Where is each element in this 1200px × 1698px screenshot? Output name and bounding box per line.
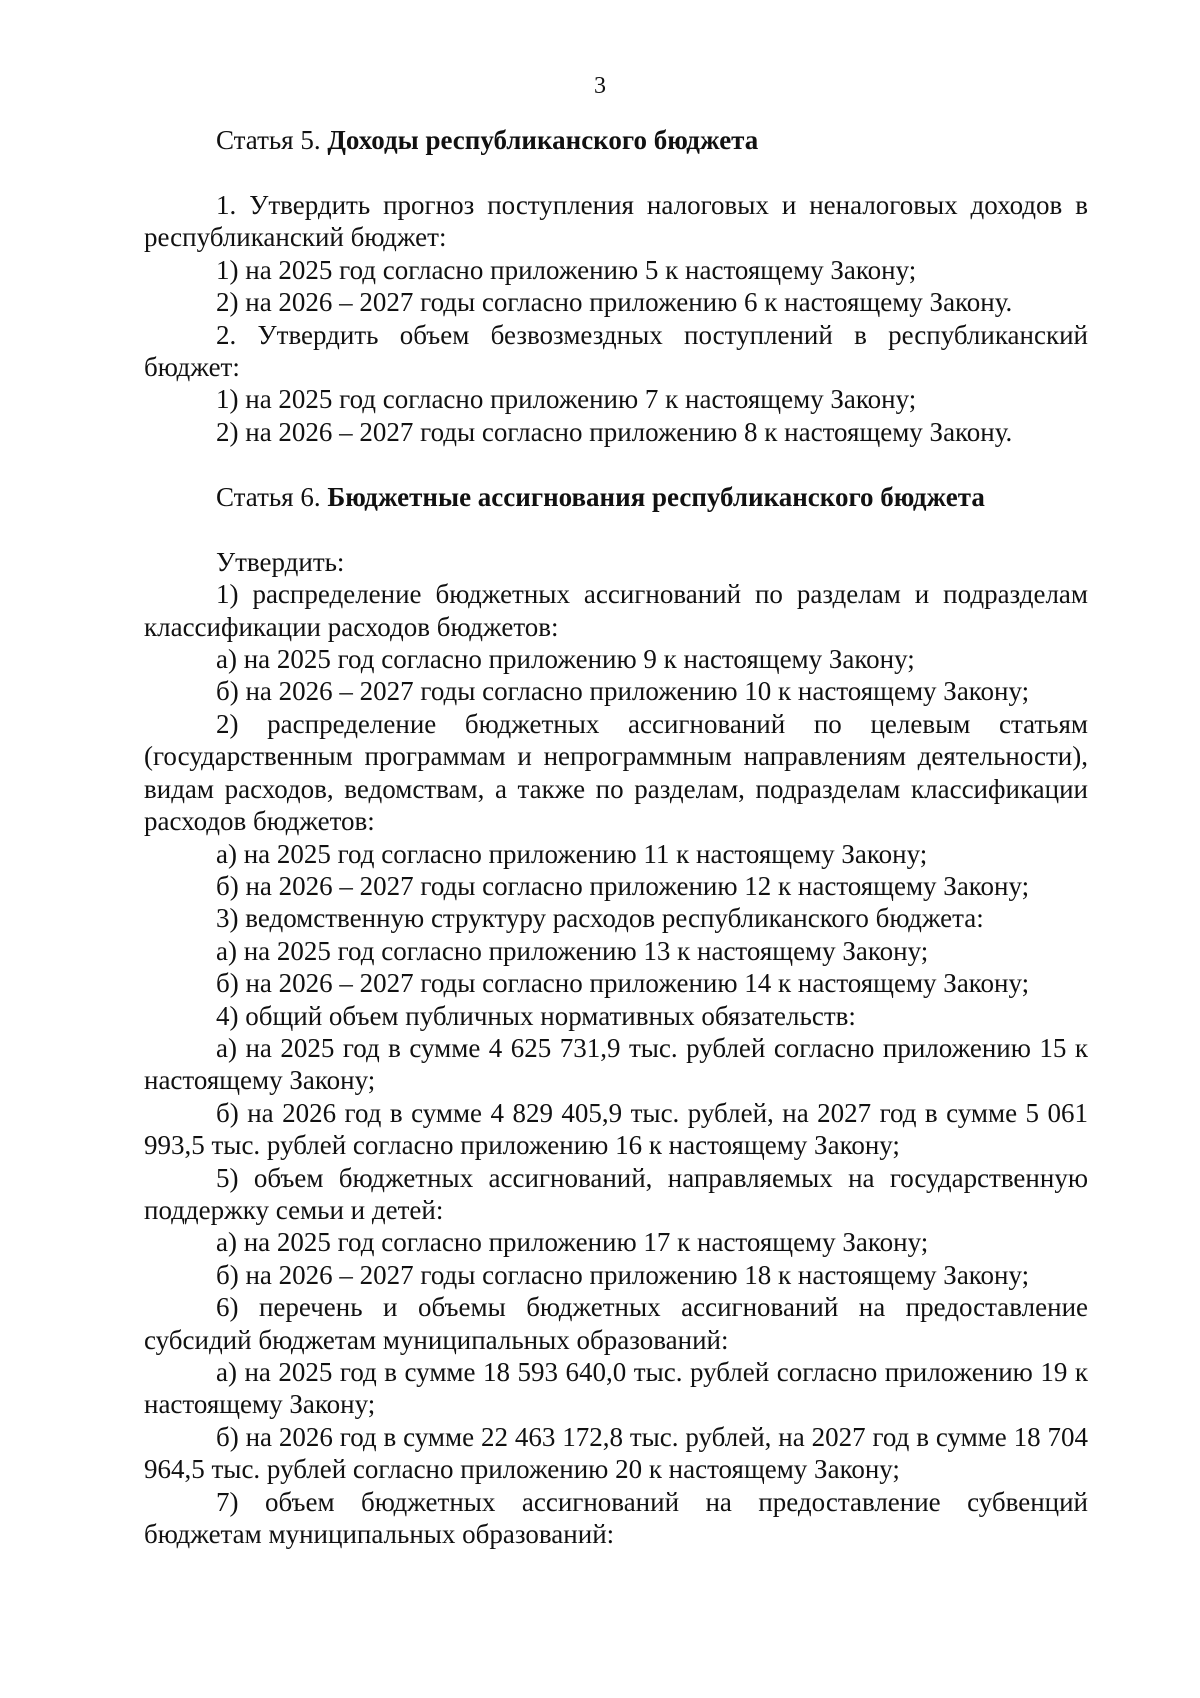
article-5-title: Доходы республиканского бюджета — [327, 125, 759, 155]
article-6-body — [144, 546, 1088, 1551]
paragraph: б) на 2026 год в сумме 4 829 405,9 тыс. рублей, на 2027 год в сумме 5 061 993,5 тыс. рублей согласно приложению 16 к настоящему Закону; — [144, 1097, 1088, 1161]
paragraph: 3) ведомственную структуру расходов республиканского бюджета: — [216, 903, 984, 934]
spacer — [144, 448, 1088, 481]
paragraph: а) на 2025 год согласно приложению 11 к настоящему Закону; — [216, 838, 928, 869]
paragraph: б) на 2026 – 2027 годы согласно приложению 12 к настоящему Закону; — [216, 870, 1030, 901]
article-6-heading — [144, 481, 1088, 513]
paragraph: 7) объем бюджетных ассигнований на предоставление субвенций бюджетам муниципальных образований: — [144, 1486, 1088, 1550]
article-6-title: Бюджетные ассигнования республиканского бюджета — [327, 481, 985, 512]
paragraph: 6) перечень и объемы бюджетных ассигнований на предоставление субсидий бюджетам муниципальных образований: — [144, 1292, 1088, 1355]
article-6-prefix: Статья 6. — [216, 481, 321, 512]
spacer — [144, 156, 1088, 189]
paragraph: Утвердить: — [216, 546, 345, 577]
paragraph: а) на 2025 год в сумме 4 625 731,9 тыс. рублей согласно приложению 15 к настоящему Закону; — [144, 1032, 1088, 1096]
paragraph: 2) на 2026 – 2027 годы согласно приложению 6 к настоящему Закону. — [216, 287, 1013, 318]
paragraph: б) на 2026 год в сумме 22 463 172,8 тыс. рублей, на 2027 год в сумме 18 704 964,5 тыс. рублей согласно приложению 20 к настоящему Закону; — [144, 1421, 1088, 1485]
paragraph: 2. Утвердить объем безвозмездных поступлений в республиканский бюджет: — [144, 319, 1088, 383]
paragraph: б) на 2026 – 2027 годы согласно приложению 18 к настоящему Закону; — [216, 1259, 1030, 1290]
paragraph: 1. Утвердить прогноз поступления налоговых и неналоговых доходов в республиканский бюджет: — [144, 190, 1088, 253]
paragraph: 1) на 2025 год согласно приложению 7 к настоящему Закону; — [216, 384, 917, 415]
paragraph: б) на 2026 – 2027 годы согласно приложению 14 к настоящему Закону; — [216, 968, 1030, 999]
paragraph: 1) распределение бюджетных ассигнований по разделам и подразделам классификации расходов бюджетов: — [144, 579, 1088, 642]
paragraph: 4) общий объем публичных нормативных обязательств: — [216, 1000, 856, 1031]
paragraph: а) на 2025 год согласно приложению 9 к настоящему Закону; — [216, 644, 915, 675]
paragraph: 2) распределение бюджетных ассигнований по целевым статьям (государственным программам и непрограммным направлениям деятельности), видам расходов, ведомствам, а также по разделам, подразделам классификации расходов бюджетов: — [144, 708, 1088, 837]
paragraph: б) на 2026 – 2027 годы согласно приложению 10 к настоящему Закону; — [216, 676, 1030, 707]
paragraph: 5) объем бюджетных ассигнований, направляемых на государственную поддержку семьи и детей: — [144, 1162, 1088, 1225]
document-body — [144, 124, 1088, 1550]
paragraph: 1) на 2025 год согласно приложению 5 к настоящему Закону; — [216, 254, 917, 285]
paragraph: а) на 2025 год в сумме 18 593 640,0 тыс. рублей согласно приложению 19 к настоящему Закону; — [144, 1357, 1088, 1420]
page-number: 3 — [594, 73, 606, 99]
paragraph: 2) на 2026 – 2027 годы согласно приложению 8 к настоящему Закону. — [216, 416, 1013, 447]
article-5-body — [144, 189, 1088, 448]
article-5-prefix: Статья 5. — [216, 125, 321, 155]
paragraph: а) на 2025 год согласно приложению 13 к настоящему Закону; — [216, 935, 929, 966]
spacer — [144, 513, 1088, 546]
paragraph: а) на 2025 год согласно приложению 17 к настоящему Закону; — [216, 1227, 929, 1258]
article-5-heading — [144, 124, 1088, 156]
